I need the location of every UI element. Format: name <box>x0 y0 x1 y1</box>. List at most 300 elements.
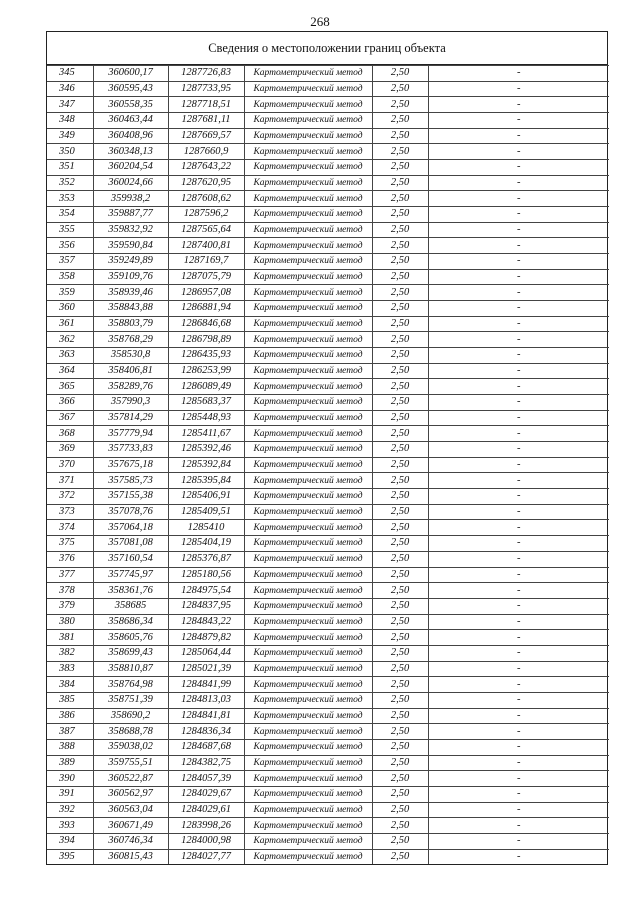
cell-y-coordinate: 1284029,67 <box>168 786 244 802</box>
cell-y-coordinate: 1285376,87 <box>168 551 244 567</box>
cell-method: Картометрический метод <box>244 724 372 740</box>
cell-x-coordinate: 357585,73 <box>93 473 168 489</box>
cell-y-coordinate: 1285409,51 <box>168 504 244 520</box>
cell-method: Картометрический метод <box>244 786 372 802</box>
cell-x-coordinate: 358939,46 <box>93 285 168 301</box>
cell-point-number: 352 <box>47 175 93 191</box>
cell-point-number: 367 <box>47 410 93 426</box>
cell-x-coordinate: 359109,76 <box>93 269 168 285</box>
cell-method: Картометрический метод <box>244 551 372 567</box>
cell-accuracy: 2,50 <box>372 818 428 834</box>
page-number: 268 <box>310 14 330 29</box>
cell-accuracy: 2,50 <box>372 598 428 614</box>
cell-accuracy: 2,50 <box>372 583 428 599</box>
cell-point-number: 348 <box>47 113 93 129</box>
cell-point-number: 347 <box>47 97 93 113</box>
table-row <box>47 175 609 191</box>
cell-point-number: 376 <box>47 551 93 567</box>
cell-accuracy: 2,50 <box>372 724 428 740</box>
table-row <box>47 379 609 395</box>
cell-method: Картометрический метод <box>244 348 372 364</box>
cell-method: Картометрический метод <box>244 692 372 708</box>
cell-description: - <box>428 630 609 646</box>
cell-description: - <box>428 426 609 442</box>
cell-description: - <box>428 598 609 614</box>
cell-method: Картометрический метод <box>244 739 372 755</box>
cell-accuracy: 2,50 <box>372 191 428 207</box>
cell-y-coordinate: 1285404,19 <box>168 536 244 552</box>
table-row <box>47 520 609 536</box>
cell-accuracy: 2,50 <box>372 849 428 864</box>
cell-y-coordinate: 1287075,79 <box>168 269 244 285</box>
cell-y-coordinate: 1285021,39 <box>168 661 244 677</box>
cell-x-coordinate: 358751,39 <box>93 692 168 708</box>
table-row <box>47 708 609 724</box>
cell-description: - <box>428 536 609 552</box>
table-row <box>47 489 609 505</box>
cell-y-coordinate: 1287669,57 <box>168 128 244 144</box>
cell-x-coordinate: 359832,92 <box>93 222 168 238</box>
cell-point-number: 393 <box>47 818 93 834</box>
cell-accuracy: 2,50 <box>372 786 428 802</box>
cell-point-number: 386 <box>47 708 93 724</box>
table-row <box>47 457 609 473</box>
table-row <box>47 802 609 818</box>
cell-point-number: 378 <box>47 583 93 599</box>
cell-point-number: 366 <box>47 395 93 411</box>
table-row <box>47 66 609 82</box>
table-row <box>47 222 609 238</box>
cell-x-coordinate: 360463,44 <box>93 113 168 129</box>
cell-point-number: 391 <box>47 786 93 802</box>
cell-x-coordinate: 359249,89 <box>93 254 168 270</box>
table-row <box>47 771 609 787</box>
table-body <box>47 66 609 865</box>
table-row <box>47 849 609 864</box>
table-row <box>47 661 609 677</box>
cell-accuracy: 2,50 <box>372 332 428 348</box>
cell-accuracy: 2,50 <box>372 113 428 129</box>
cell-description: - <box>428 677 609 693</box>
cell-accuracy: 2,50 <box>372 567 428 583</box>
cell-method: Картометрический метод <box>244 818 372 834</box>
cell-accuracy: 2,50 <box>372 551 428 567</box>
cell-method: Картометрический метод <box>244 254 372 270</box>
cell-y-coordinate: 1284000,98 <box>168 833 244 849</box>
table-row <box>47 551 609 567</box>
cell-description: - <box>428 724 609 740</box>
cell-accuracy: 2,50 <box>372 222 428 238</box>
table-row <box>47 254 609 270</box>
cell-point-number: 369 <box>47 442 93 458</box>
cell-y-coordinate: 1284027,77 <box>168 849 244 864</box>
cell-y-coordinate: 1284843,22 <box>168 614 244 630</box>
cell-description: - <box>428 316 609 332</box>
cell-y-coordinate: 1286846,68 <box>168 316 244 332</box>
cell-description: - <box>428 301 609 317</box>
cell-x-coordinate: 360408,96 <box>93 128 168 144</box>
cell-point-number: 363 <box>47 348 93 364</box>
cell-description: - <box>428 175 609 191</box>
cell-x-coordinate: 358406,81 <box>93 363 168 379</box>
cell-description: - <box>428 128 609 144</box>
table-row <box>47 677 609 693</box>
cell-accuracy: 2,50 <box>372 442 428 458</box>
cell-method: Картометрический метод <box>244 285 372 301</box>
cell-y-coordinate: 1286089,49 <box>168 379 244 395</box>
table-row <box>47 144 609 160</box>
cell-method: Картометрический метод <box>244 316 372 332</box>
cell-x-coordinate: 358289,76 <box>93 379 168 395</box>
cell-y-coordinate: 1286881,94 <box>168 301 244 317</box>
cell-method: Картометрический метод <box>244 457 372 473</box>
cell-description: - <box>428 269 609 285</box>
cell-point-number: 395 <box>47 849 93 864</box>
cell-y-coordinate: 1284057,39 <box>168 771 244 787</box>
cell-description: - <box>428 583 609 599</box>
cell-method: Картометрический метод <box>244 160 372 176</box>
cell-accuracy: 2,50 <box>372 708 428 724</box>
cell-x-coordinate: 358768,29 <box>93 332 168 348</box>
cell-x-coordinate: 359887,77 <box>93 207 168 223</box>
cell-description: - <box>428 489 609 505</box>
cell-point-number: 365 <box>47 379 93 395</box>
cell-method: Картометрический метод <box>244 395 372 411</box>
cell-description: - <box>428 395 609 411</box>
cell-x-coordinate: 358605,76 <box>93 630 168 646</box>
cell-description: - <box>428 645 609 661</box>
cell-description: - <box>428 97 609 113</box>
cell-x-coordinate: 357990,3 <box>93 395 168 411</box>
cell-description: - <box>428 755 609 771</box>
cell-accuracy: 2,50 <box>372 473 428 489</box>
cell-x-coordinate: 357745,97 <box>93 567 168 583</box>
table-row <box>47 614 609 630</box>
cell-accuracy: 2,50 <box>372 661 428 677</box>
cell-method: Картометрический метод <box>244 645 372 661</box>
cell-accuracy: 2,50 <box>372 97 428 113</box>
cell-method: Картометрический метод <box>244 661 372 677</box>
cell-point-number: 364 <box>47 363 93 379</box>
cell-description: - <box>428 160 609 176</box>
cell-point-number: 346 <box>47 81 93 97</box>
cell-point-number: 349 <box>47 128 93 144</box>
cell-accuracy: 2,50 <box>372 771 428 787</box>
cell-method: Картометрический метод <box>244 536 372 552</box>
table-row <box>47 442 609 458</box>
cell-point-number: 357 <box>47 254 93 270</box>
cell-x-coordinate: 357733,83 <box>93 442 168 458</box>
cell-point-number: 382 <box>47 645 93 661</box>
cell-accuracy: 2,50 <box>372 301 428 317</box>
cell-point-number: 362 <box>47 332 93 348</box>
cell-method: Картометрический метод <box>244 144 372 160</box>
cell-accuracy: 2,50 <box>372 630 428 646</box>
cell-description: - <box>428 614 609 630</box>
cell-y-coordinate: 1284813,03 <box>168 692 244 708</box>
cell-x-coordinate: 358686,34 <box>93 614 168 630</box>
cell-y-coordinate: 1287726,83 <box>168 66 244 82</box>
cell-accuracy: 2,50 <box>372 160 428 176</box>
cell-accuracy: 2,50 <box>372 802 428 818</box>
cell-accuracy: 2,50 <box>372 238 428 254</box>
cell-description: - <box>428 442 609 458</box>
cell-y-coordinate: 1285392,84 <box>168 457 244 473</box>
cell-description: - <box>428 363 609 379</box>
cell-method: Картометрический метод <box>244 191 372 207</box>
cell-y-coordinate: 1287565,64 <box>168 222 244 238</box>
table-row <box>47 316 609 332</box>
cell-accuracy: 2,50 <box>372 316 428 332</box>
cell-y-coordinate: 1283998,26 <box>168 818 244 834</box>
cell-point-number: 355 <box>47 222 93 238</box>
table-row <box>47 285 609 301</box>
cell-accuracy: 2,50 <box>372 410 428 426</box>
cell-y-coordinate: 1285406,91 <box>168 489 244 505</box>
cell-method: Картометрический метод <box>244 222 372 238</box>
table-row <box>47 113 609 129</box>
cell-method: Картометрический метод <box>244 771 372 787</box>
cell-y-coordinate: 1284841,81 <box>168 708 244 724</box>
table-row <box>47 598 609 614</box>
cell-point-number: 360 <box>47 301 93 317</box>
cell-y-coordinate: 1285064,44 <box>168 645 244 661</box>
cell-description: - <box>428 332 609 348</box>
cell-accuracy: 2,50 <box>372 692 428 708</box>
cell-x-coordinate: 357779,94 <box>93 426 168 442</box>
cell-description: - <box>428 771 609 787</box>
cell-description: - <box>428 473 609 489</box>
cell-x-coordinate: 358803,79 <box>93 316 168 332</box>
cell-y-coordinate: 1285410 <box>168 520 244 536</box>
coordinates-table <box>47 65 609 864</box>
cell-method: Картометрический метод <box>244 379 372 395</box>
cell-x-coordinate: 358810,87 <box>93 661 168 677</box>
table-row <box>47 536 609 552</box>
cell-x-coordinate: 360204,54 <box>93 160 168 176</box>
table-row <box>47 238 609 254</box>
cell-accuracy: 2,50 <box>372 536 428 552</box>
cell-x-coordinate: 360600,17 <box>93 66 168 82</box>
cell-description: - <box>428 457 609 473</box>
cell-x-coordinate: 357160,54 <box>93 551 168 567</box>
cell-point-number: 392 <box>47 802 93 818</box>
cell-x-coordinate: 358685 <box>93 598 168 614</box>
table-row <box>47 504 609 520</box>
cell-point-number: 377 <box>47 567 93 583</box>
cell-method: Картометрический метод <box>244 614 372 630</box>
cell-x-coordinate: 360558,35 <box>93 97 168 113</box>
cell-point-number: 388 <box>47 739 93 755</box>
cell-point-number: 389 <box>47 755 93 771</box>
cell-x-coordinate: 360815,43 <box>93 849 168 864</box>
table-row <box>47 833 609 849</box>
cell-accuracy: 2,50 <box>372 739 428 755</box>
cell-method: Картометрический метод <box>244 238 372 254</box>
table-row <box>47 81 609 97</box>
cell-y-coordinate: 1285411,67 <box>168 426 244 442</box>
cell-description: - <box>428 144 609 160</box>
cell-y-coordinate: 1286435,93 <box>168 348 244 364</box>
cell-accuracy: 2,50 <box>372 207 428 223</box>
cell-method: Картометрический метод <box>244 66 372 82</box>
cell-method: Картометрический метод <box>244 410 372 426</box>
cell-x-coordinate: 359755,51 <box>93 755 168 771</box>
table-row <box>47 301 609 317</box>
table-row <box>47 191 609 207</box>
cell-description: - <box>428 238 609 254</box>
table-row <box>47 97 609 113</box>
cell-point-number: 345 <box>47 66 93 82</box>
cell-method: Картометрический метод <box>244 489 372 505</box>
cell-accuracy: 2,50 <box>372 614 428 630</box>
cell-y-coordinate: 1287643,22 <box>168 160 244 176</box>
cell-y-coordinate: 1287596,2 <box>168 207 244 223</box>
cell-point-number: 394 <box>47 833 93 849</box>
cell-point-number: 350 <box>47 144 93 160</box>
cell-accuracy: 2,50 <box>372 144 428 160</box>
cell-description: - <box>428 818 609 834</box>
cell-method: Картометрический метод <box>244 175 372 191</box>
cell-point-number: 372 <box>47 489 93 505</box>
cell-method: Картометрический метод <box>244 802 372 818</box>
cell-y-coordinate: 1287620,95 <box>168 175 244 191</box>
cell-y-coordinate: 1286957,08 <box>168 285 244 301</box>
cell-point-number: 375 <box>47 536 93 552</box>
cell-x-coordinate: 359938,2 <box>93 191 168 207</box>
cell-description: - <box>428 113 609 129</box>
cell-method: Картометрический метод <box>244 426 372 442</box>
cell-description: - <box>428 567 609 583</box>
cell-point-number: 354 <box>47 207 93 223</box>
cell-x-coordinate: 358530,8 <box>93 348 168 364</box>
cell-accuracy: 2,50 <box>372 504 428 520</box>
cell-description: - <box>428 66 609 82</box>
table-row <box>47 160 609 176</box>
cell-method: Картометрический метод <box>244 504 372 520</box>
cell-x-coordinate: 358690,2 <box>93 708 168 724</box>
cell-method: Картометрический метод <box>244 598 372 614</box>
cell-accuracy: 2,50 <box>372 254 428 270</box>
cell-method: Картометрический метод <box>244 755 372 771</box>
cell-method: Картометрический метод <box>244 567 372 583</box>
cell-point-number: 353 <box>47 191 93 207</box>
cell-x-coordinate: 360671,49 <box>93 818 168 834</box>
cell-method: Картометрический метод <box>244 473 372 489</box>
cell-method: Картометрический метод <box>244 128 372 144</box>
table-row <box>47 410 609 426</box>
cell-point-number: 379 <box>47 598 93 614</box>
cell-method: Картометрический метод <box>244 207 372 223</box>
cell-accuracy: 2,50 <box>372 395 428 411</box>
cell-point-number: 384 <box>47 677 93 693</box>
cell-x-coordinate: 357814,29 <box>93 410 168 426</box>
cell-point-number: 373 <box>47 504 93 520</box>
cell-x-coordinate: 359038,02 <box>93 739 168 755</box>
cell-description: - <box>428 81 609 97</box>
cell-point-number: 390 <box>47 771 93 787</box>
cell-y-coordinate: 1286253,99 <box>168 363 244 379</box>
cell-point-number: 359 <box>47 285 93 301</box>
table-row <box>47 755 609 771</box>
cell-accuracy: 2,50 <box>372 755 428 771</box>
cell-method: Картометрический метод <box>244 269 372 285</box>
coordinates-table-frame <box>46 31 608 865</box>
cell-description: - <box>428 692 609 708</box>
cell-y-coordinate: 1284975,54 <box>168 583 244 599</box>
cell-x-coordinate: 360348,13 <box>93 144 168 160</box>
cell-point-number: 361 <box>47 316 93 332</box>
cell-y-coordinate: 1287400,81 <box>168 238 244 254</box>
cell-method: Картометрический метод <box>244 301 372 317</box>
table-row <box>47 583 609 599</box>
cell-description: - <box>428 191 609 207</box>
cell-x-coordinate: 357155,38 <box>93 489 168 505</box>
table-row <box>47 645 609 661</box>
cell-y-coordinate: 1287169,7 <box>168 254 244 270</box>
cell-description: - <box>428 207 609 223</box>
cell-description: - <box>428 504 609 520</box>
cell-description: - <box>428 786 609 802</box>
cell-description: - <box>428 285 609 301</box>
cell-y-coordinate: 1284687,68 <box>168 739 244 755</box>
cell-method: Картометрический метод <box>244 849 372 864</box>
cell-y-coordinate: 1284879,82 <box>168 630 244 646</box>
cell-point-number: 381 <box>47 630 93 646</box>
cell-description: - <box>428 802 609 818</box>
cell-point-number: 371 <box>47 473 93 489</box>
cell-accuracy: 2,50 <box>372 66 428 82</box>
cell-x-coordinate: 358699,43 <box>93 645 168 661</box>
cell-y-coordinate: 1284841,99 <box>168 677 244 693</box>
cell-method: Картометрический метод <box>244 630 372 646</box>
cell-y-coordinate: 1287718,51 <box>168 97 244 113</box>
table-row <box>47 630 609 646</box>
cell-point-number: 385 <box>47 692 93 708</box>
cell-y-coordinate: 1287608,62 <box>168 191 244 207</box>
table-row <box>47 269 609 285</box>
cell-point-number: 358 <box>47 269 93 285</box>
cell-point-number: 387 <box>47 724 93 740</box>
table-row <box>47 128 609 144</box>
cell-description: - <box>428 410 609 426</box>
table-row <box>47 473 609 489</box>
cell-description: - <box>428 708 609 724</box>
cell-x-coordinate: 358688,78 <box>93 724 168 740</box>
cell-point-number: 351 <box>47 160 93 176</box>
table-row <box>47 395 609 411</box>
cell-x-coordinate: 360563,04 <box>93 802 168 818</box>
cell-accuracy: 2,50 <box>372 269 428 285</box>
cell-method: Картометрический метод <box>244 677 372 693</box>
cell-description: - <box>428 739 609 755</box>
cell-y-coordinate: 1287681,11 <box>168 113 244 129</box>
table-row <box>47 348 609 364</box>
cell-y-coordinate: 1286798,89 <box>168 332 244 348</box>
cell-point-number: 356 <box>47 238 93 254</box>
cell-y-coordinate: 1284029,61 <box>168 802 244 818</box>
cell-y-coordinate: 1284382,75 <box>168 755 244 771</box>
cell-accuracy: 2,50 <box>372 379 428 395</box>
cell-x-coordinate: 357081,08 <box>93 536 168 552</box>
cell-accuracy: 2,50 <box>372 489 428 505</box>
table-row <box>47 363 609 379</box>
cell-y-coordinate: 1287660,9 <box>168 144 244 160</box>
cell-accuracy: 2,50 <box>372 426 428 442</box>
cell-description: - <box>428 520 609 536</box>
cell-x-coordinate: 360595,43 <box>93 81 168 97</box>
cell-y-coordinate: 1285395,84 <box>168 473 244 489</box>
